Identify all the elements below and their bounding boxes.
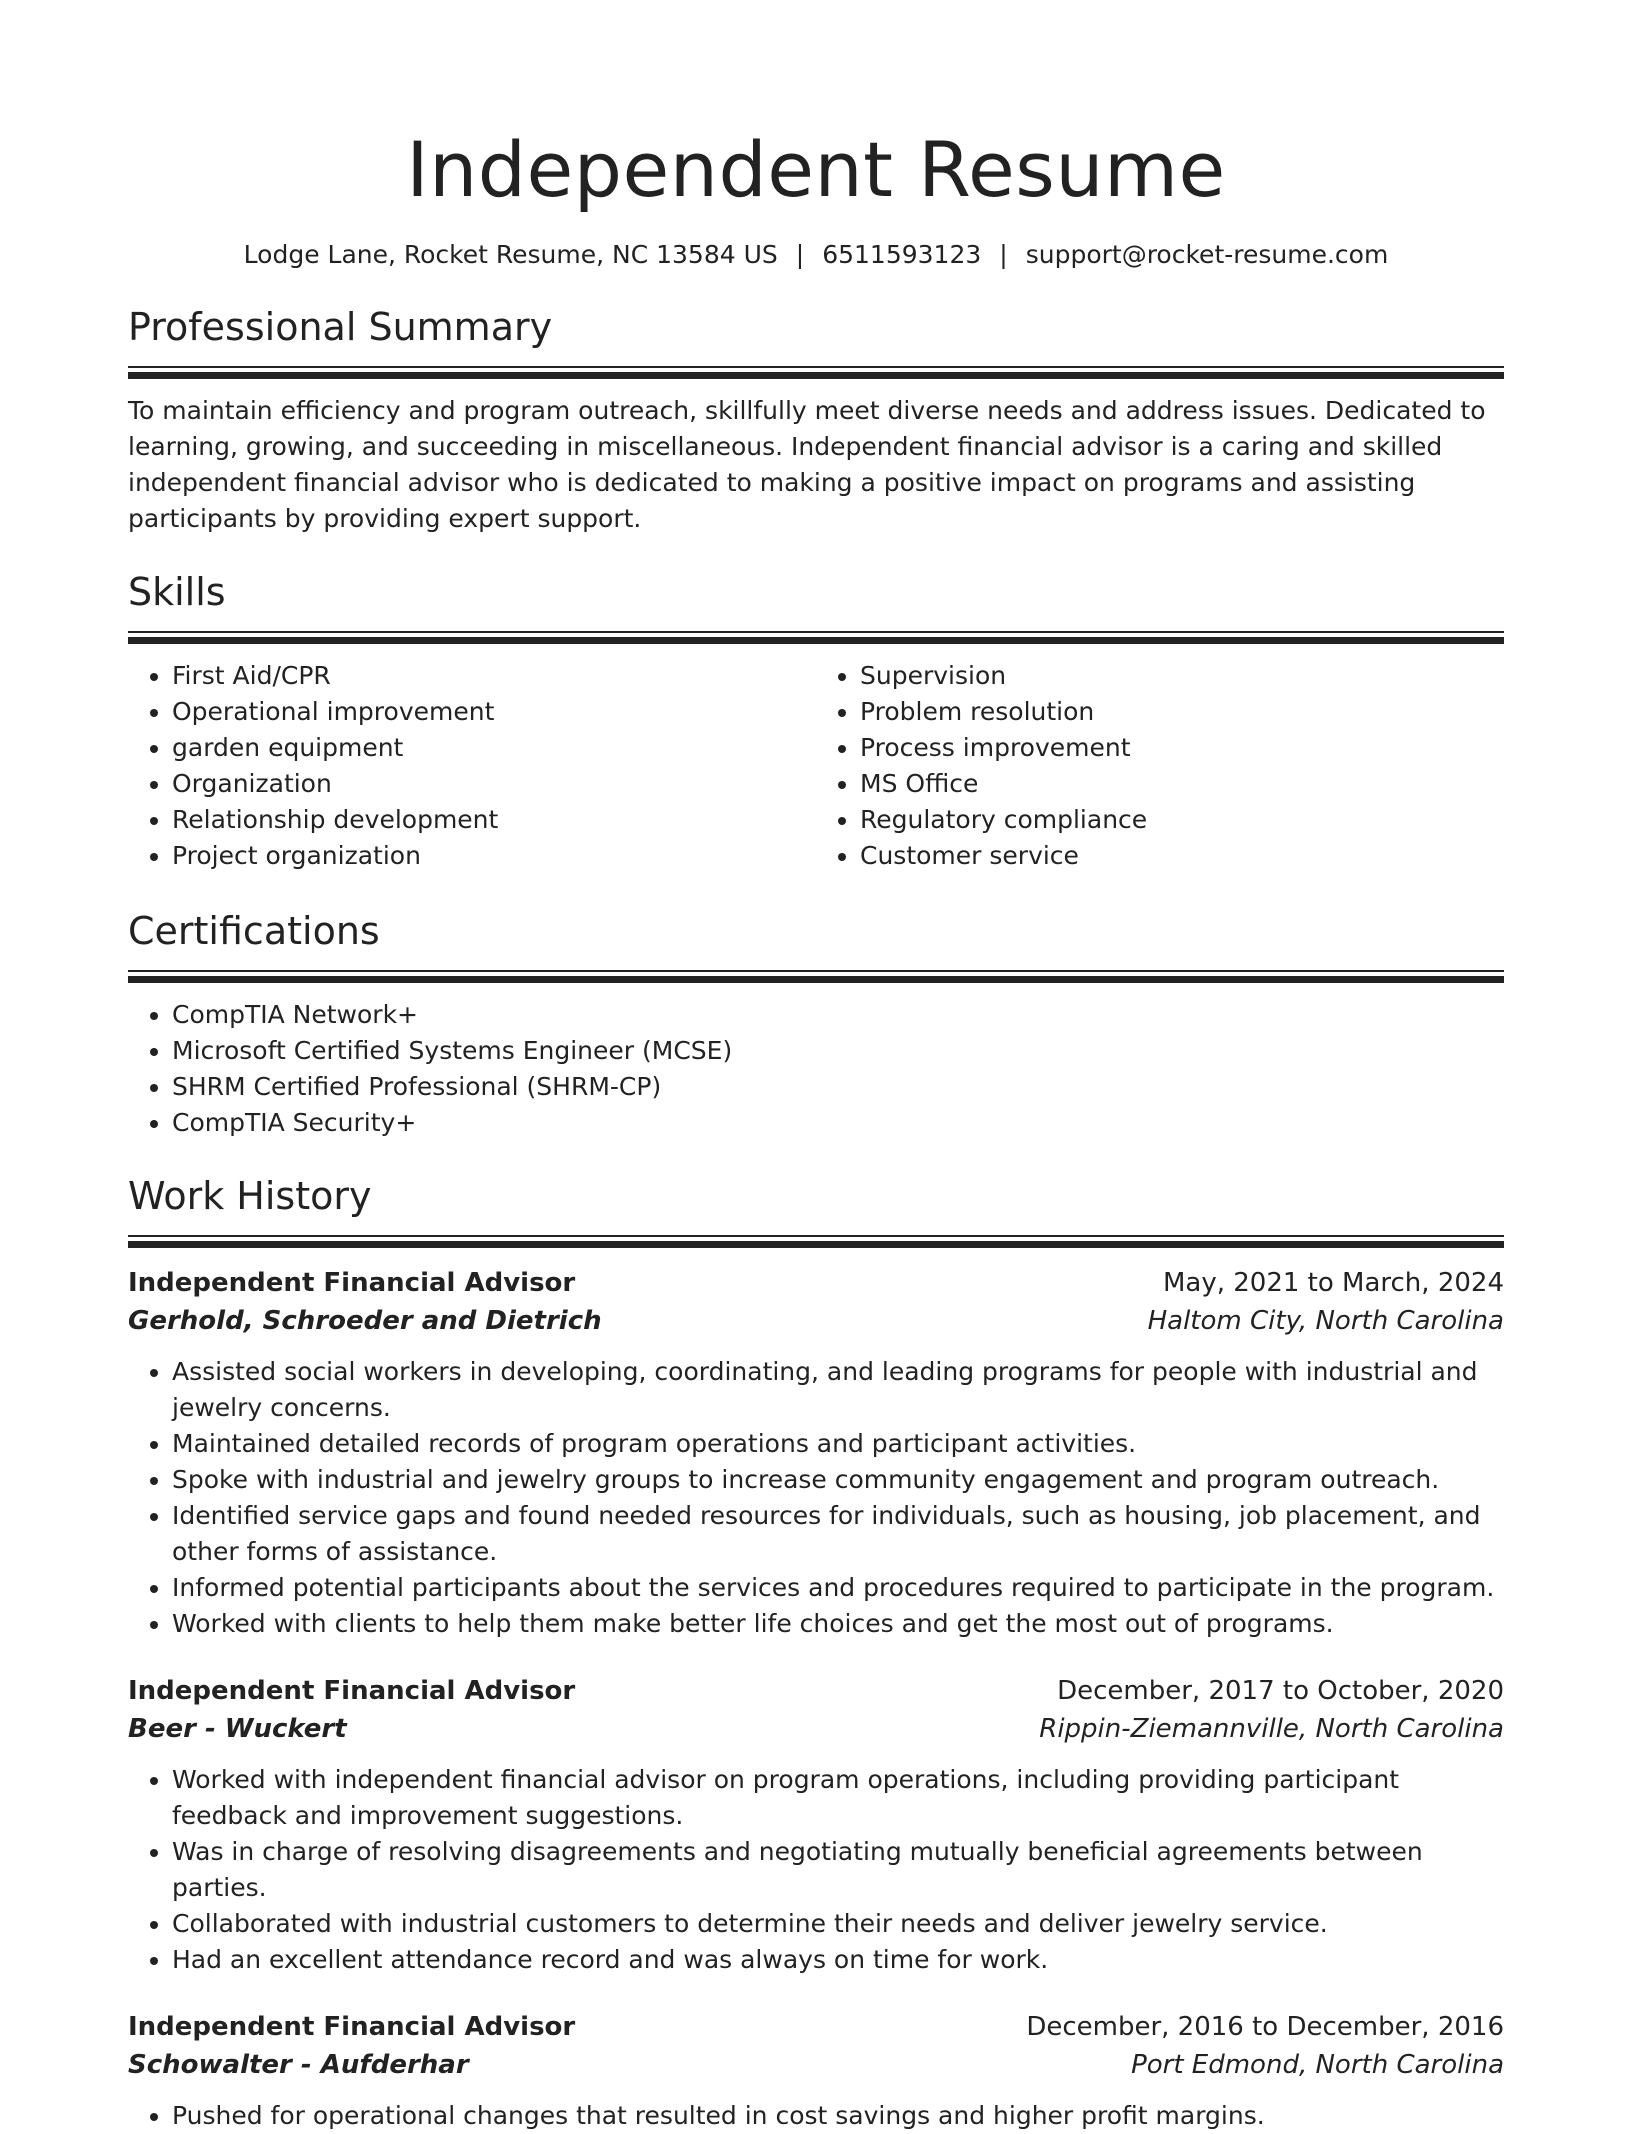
job-company: Gerhold, Schroeder and Dietrich <box>128 1306 602 1336</box>
certification-item: • CompTIA Security+ <box>172 1105 1504 1141</box>
section-title-work-history: Work History <box>128 1174 372 1218</box>
job-bullet: • Maintained detailed records of program operations and participant activities. <box>172 1426 1504 1462</box>
skill-item: • Relationship development <box>172 802 816 838</box>
section-divider <box>128 1235 1504 1248</box>
job-bullet: • Pushed for operational changes that resulted in cost savings and higher profit margins. <box>172 2098 1504 2134</box>
summary-text: To maintain efficiency and program outreach, skillfully meet diverse needs and address issues. Dedicated to learning, growing, and succeeding in miscellaneous. Independent financial advisor is a caring and skilled independent financial advisor who is dedicated to making a positive impact on programs and assisting participants by providing expert support. <box>128 396 1486 533</box>
job-bullets <box>128 2098 1504 2134</box>
job-company: Schowalter - Aufderhar <box>128 2050 469 2080</box>
job-bullet: • Identified service gaps and found needed resources for individuals, such as housing, job placement, and other forms of assistance. <box>172 1498 1504 1570</box>
contact-line <box>128 238 1504 272</box>
skill-item: • Organization <box>172 766 816 802</box>
certification-item: • CompTIA Network+ <box>172 997 1504 1033</box>
job-dates: December, 2016 to December, 2016 <box>1026 2012 1504 2042</box>
job-bullets <box>128 1354 1504 1642</box>
job-company: Beer - Wuckert <box>128 1714 347 1744</box>
job-dates: May, 2021 to March, 2024 <box>1162 1268 1504 1298</box>
skills-grid <box>128 658 1504 874</box>
certification-item: • SHRM Certified Professional (SHRM-CP) <box>172 1069 1504 1105</box>
skill-item: • Problem resolution <box>860 694 1504 730</box>
skill-item: • First Aid/CPR <box>172 658 816 694</box>
section-divider <box>128 366 1504 379</box>
job-bullet: • Worked with independent financial advisor on program operations, including providing participant feedback and improvement suggestions. <box>172 1762 1504 1834</box>
job-entry <box>128 1672 1504 1978</box>
section-title-summary: Professional Summary <box>128 305 553 349</box>
skill-item: • Process improvement <box>860 730 1504 766</box>
contact-separator: | <box>795 240 805 269</box>
job-bullet: • Had an excellent attendance record and was always on time for work. <box>172 1942 1504 1978</box>
skill-item: • Regulatory compliance <box>860 802 1504 838</box>
job-bullet: • Worked with clients to help them make better life choices and get the most out of programs. <box>172 1606 1504 1642</box>
section-title-skills: Skills <box>128 570 226 614</box>
job-title: Independent Financial Advisor <box>128 1676 576 1706</box>
job-location: Rippin-Ziemannville, North Carolina <box>1039 1714 1504 1744</box>
job-bullet: • Spoke with industrial and jewelry groups to increase community engagement and program outreach. <box>172 1462 1504 1498</box>
skills-list-right <box>816 658 1504 874</box>
job-title: Independent Financial Advisor <box>128 1268 576 1298</box>
skills-list-left <box>128 658 816 874</box>
job-bullet: • Informed potential participants about the services and procedures required to participate in the program. <box>172 1570 1504 1606</box>
work-history-section <box>128 1171 1504 2134</box>
contact-phone: 6511593123 <box>822 240 982 269</box>
skill-item: • garden equipment <box>172 730 816 766</box>
skill-item: • Operational improvement <box>172 694 816 730</box>
section-divider <box>128 970 1504 983</box>
resume-name: Independent Resume <box>406 125 1226 214</box>
contact-separator: | <box>999 240 1008 269</box>
skill-item: • Supervision <box>860 658 1504 694</box>
contact-address: Lodge Lane, Rocket Resume, NC 13584 US <box>243 240 778 269</box>
skill-item: • Project organization <box>172 838 816 874</box>
job-title: Independent Financial Advisor <box>128 2012 576 2042</box>
certifications-section <box>128 906 1504 1141</box>
job-dates: December, 2017 to October, 2020 <box>1057 1676 1504 1706</box>
skill-item: • Customer service <box>860 838 1504 874</box>
summary-section <box>128 302 1504 537</box>
contact-email: support@rocket-resume.com <box>1025 240 1389 269</box>
section-divider <box>128 631 1504 644</box>
job-location: Port Edmond, North Carolina <box>1131 2050 1504 2080</box>
job-bullet: • Collaborated with industrial customers to determine their needs and deliver jewelry service. <box>172 1906 1504 1942</box>
job-entry <box>128 1264 1504 1642</box>
job-entry <box>128 2008 1504 2134</box>
job-bullets <box>128 1762 1504 1978</box>
job-bullet: • Assisted social workers in developing, coordinating, and leading programs for people with industrial and jewelry concerns. <box>172 1354 1504 1426</box>
section-title-certifications: Certifications <box>128 909 380 953</box>
certification-item: • Microsoft Certified Systems Engineer (MCSE) <box>172 1033 1504 1069</box>
job-location: Haltom City, North Carolina <box>1147 1306 1504 1336</box>
certifications-list <box>128 997 1504 1141</box>
skills-section <box>128 567 1504 874</box>
job-bullet: • Was in charge of resolving disagreements and negotiating mutually beneficial agreements between parties. <box>172 1834 1504 1906</box>
skill-item: • MS Office <box>860 766 1504 802</box>
